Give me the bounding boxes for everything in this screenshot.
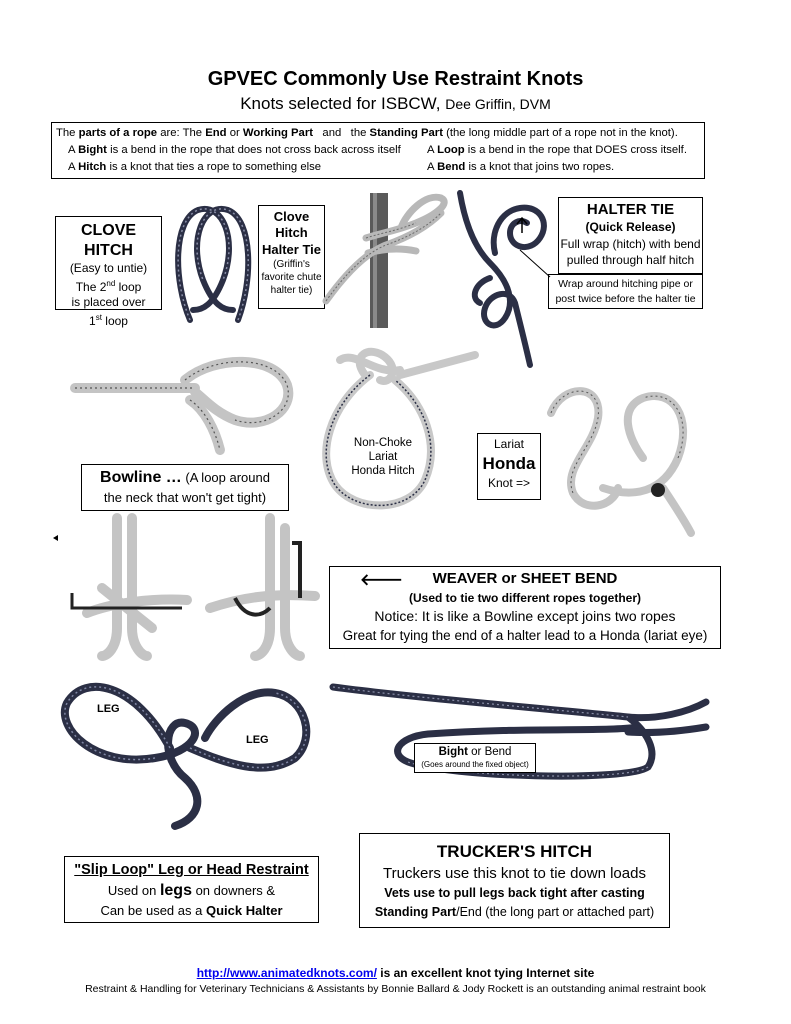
def-text: is a knot that ties a rope to something else bbox=[106, 161, 322, 173]
def-term-loop: Loop bbox=[437, 144, 465, 156]
halter-tie-sub: (Quick Release) bbox=[585, 220, 676, 234]
slip-loop-rope-image bbox=[55, 668, 320, 828]
sheet-bend-rope-image-left bbox=[62, 518, 192, 658]
def-text: A bbox=[427, 161, 438, 173]
truckers-text: /End (the long part or attached part) bbox=[456, 905, 655, 919]
slip-loop-box bbox=[64, 856, 319, 923]
footer-book-line: Restraint & Handling for Veterinary Technicians & Assistants by Bonnie Ballard & Jody Rockett is an outstanding animal restraint book bbox=[85, 983, 706, 995]
clove-text: loop bbox=[115, 280, 142, 294]
non-choke-l1: Non-Choke bbox=[353, 437, 413, 449]
def-text: is a bend in the rope that DOES cross itself. bbox=[464, 144, 687, 156]
def-bend bbox=[427, 159, 614, 176]
non-choke-lariat-image bbox=[310, 345, 480, 515]
def-text: or bbox=[226, 127, 243, 139]
clove-hitch-line2 bbox=[56, 276, 161, 295]
lariat-honda-l3: Knot => bbox=[487, 476, 531, 490]
def-term-parts: parts of a rope bbox=[78, 127, 158, 139]
lariat-honda-l2: Honda bbox=[482, 454, 536, 473]
def-text: The bbox=[56, 127, 79, 139]
slip-loop-title: "Slip Loop" Leg or Head Restraint bbox=[74, 862, 309, 878]
halter-tie-line2: pulled through half hitch bbox=[566, 253, 695, 267]
halter-tie-note1: Wrap around hitching pipe or bbox=[558, 278, 693, 290]
truckers-line3 bbox=[360, 903, 669, 922]
clove-hitch-rope-image bbox=[168, 200, 258, 324]
slip-loop-legs: legs bbox=[159, 882, 192, 899]
slip-loop-leg-label-1: LEG bbox=[97, 703, 120, 715]
def-term-end: End bbox=[205, 127, 227, 139]
sheet-bend-rope-image-right bbox=[200, 518, 320, 658]
page-title: GPVEC Commonly Use Restraint Knots bbox=[207, 68, 584, 90]
halter-tie-line1: Full wrap (hitch) with bend bbox=[560, 237, 701, 251]
def-bight bbox=[68, 142, 401, 159]
def-text: A bbox=[68, 144, 79, 156]
slip-loop-text: on downers & bbox=[191, 883, 276, 898]
footer-website-line bbox=[0, 966, 791, 980]
left-arrow-icon: 🡐 bbox=[360, 570, 403, 589]
truckers-line1: Truckers use this knot to tie down loads bbox=[383, 865, 646, 882]
slip-loop-quick-halter: Quick Halter bbox=[205, 903, 283, 918]
clove-halter-s1: (Griffin's bbox=[273, 259, 310, 270]
weaver-box bbox=[329, 566, 721, 649]
clove-sup: st bbox=[95, 313, 102, 322]
non-choke-label bbox=[338, 436, 428, 478]
def-term-hitch: Hitch bbox=[78, 161, 107, 173]
page-subtitle bbox=[0, 94, 791, 114]
weaver-line1: (Used to tie two different ropes together) bbox=[408, 591, 641, 605]
halter-tie-title: HALTER TIE bbox=[586, 201, 675, 218]
bowline-box bbox=[81, 464, 289, 511]
non-choke-l2: Lariat bbox=[368, 451, 398, 463]
clove-halter-pipe-image bbox=[326, 193, 456, 328]
halter-tie-box bbox=[558, 197, 703, 274]
bight-text: or Bend bbox=[467, 746, 512, 758]
clove-text: The 2 bbox=[75, 280, 107, 294]
definitions-line-2 bbox=[56, 142, 700, 159]
def-text: is a knot that joins two ropes. bbox=[465, 161, 615, 173]
weaver-line3: Great for tying the end of a halter lead to a Honda (lariat eye) bbox=[342, 628, 708, 643]
definitions-box bbox=[51, 122, 705, 179]
bowline-text: (A loop around bbox=[181, 470, 270, 485]
bight-label-line1 bbox=[415, 745, 535, 759]
clove-halter-tie-box bbox=[258, 205, 325, 309]
bight-label-box bbox=[414, 743, 536, 773]
def-term-bend: Bend bbox=[437, 161, 466, 173]
lariat-honda-l1: Lariat bbox=[493, 437, 525, 451]
clove-halter-s2: favorite chute bbox=[261, 272, 322, 283]
def-text: and the bbox=[313, 127, 370, 139]
clove-hitch-title: CLOVE HITCH bbox=[80, 222, 137, 259]
halter-tie-pointer-line bbox=[510, 245, 555, 280]
clove-text: loop bbox=[101, 314, 128, 328]
def-term-standing-part: Standing Part bbox=[369, 127, 443, 139]
def-text: are: The bbox=[157, 127, 206, 139]
bight-term: Bight bbox=[438, 746, 468, 758]
slip-loop-line2 bbox=[65, 901, 318, 920]
left-margin-marker-icon bbox=[53, 535, 58, 541]
clove-hitch-box bbox=[55, 216, 162, 328]
def-hitch bbox=[68, 159, 321, 176]
clove-hitch-line4 bbox=[56, 310, 161, 329]
def-text: is a bend in the rope that does not cross back across itself bbox=[106, 144, 401, 156]
footer-website-text: is an excellent knot tying Internet site bbox=[376, 966, 595, 980]
def-loop bbox=[427, 142, 687, 159]
clove-sup: nd bbox=[106, 279, 116, 288]
truckers-standing-part: Standing Part bbox=[374, 905, 457, 919]
bowline-line2: the neck that won't get tight) bbox=[103, 490, 267, 505]
slip-loop-text: Used on bbox=[107, 883, 160, 898]
clove-halter-t3: Halter Tie bbox=[261, 242, 321, 257]
definitions-line-3 bbox=[56, 159, 700, 176]
def-text: (the long middle part of a rope not in the knot). bbox=[442, 127, 678, 139]
clove-halter-s3: halter tie) bbox=[270, 285, 313, 296]
weaver-line2: Notice: It is like a Bowline except joins two ropes bbox=[374, 608, 676, 624]
bowline-title: Bowline … bbox=[100, 469, 182, 486]
def-text: A bbox=[427, 144, 438, 156]
clove-hitch-line3: is placed over bbox=[71, 295, 146, 309]
def-term-bight: Bight bbox=[78, 144, 107, 156]
subtitle-author: Dee Griffin, DVM bbox=[445, 96, 551, 112]
non-choke-l3: Honda Hitch bbox=[351, 465, 415, 477]
def-text: A bbox=[68, 161, 79, 173]
weaver-title-row bbox=[330, 569, 720, 589]
slip-loop-line1 bbox=[65, 881, 318, 901]
animatedknots-link[interactable]: http://www.animatedknots.com/ bbox=[196, 966, 377, 980]
slip-loop-text: Can be used as a bbox=[100, 903, 206, 918]
bight-label-line2: (Goes around the fixed object) bbox=[421, 760, 529, 769]
bowline-line1 bbox=[82, 468, 288, 488]
clove-hitch-line1: (Easy to untie) bbox=[69, 261, 148, 275]
clove-halter-t1: Clove bbox=[273, 209, 310, 224]
halter-tie-note2: post twice before the halter tie bbox=[555, 293, 696, 305]
lariat-honda-box bbox=[477, 433, 541, 500]
lariat-honda-rope-image bbox=[543, 378, 703, 538]
bowline-rope-image bbox=[75, 350, 295, 460]
clove-halter-t2: Hitch bbox=[275, 225, 308, 240]
truckers-title: TRUCKER'S HITCH bbox=[436, 842, 593, 861]
def-term-working-part: Working Part bbox=[242, 127, 313, 139]
clove-text: 1 bbox=[89, 314, 96, 328]
halter-tie-note-box bbox=[548, 274, 703, 309]
definitions-line-1 bbox=[56, 125, 700, 142]
subtitle-main: Knots selected for ISBCW, bbox=[240, 94, 441, 113]
weaver-title: WEAVER or SHEET BEND bbox=[432, 570, 618, 587]
truckers-hitch-box bbox=[359, 833, 670, 928]
slip-loop-leg-label-2: LEG bbox=[246, 734, 269, 746]
truckers-line2: Vets use to pull legs back tight after casting bbox=[384, 886, 645, 900]
